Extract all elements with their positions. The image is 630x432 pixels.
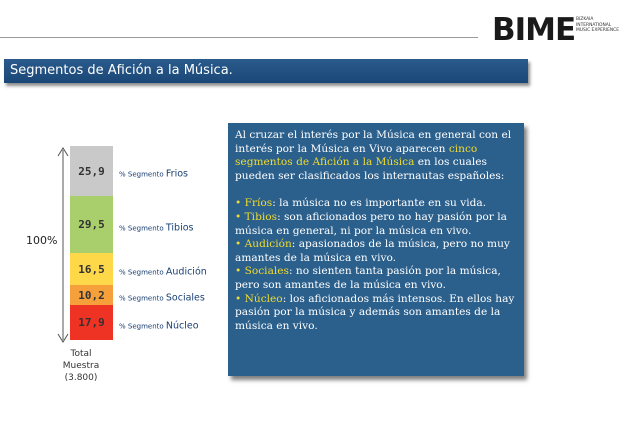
segment-legend-label: % Segmento Frios [119,168,188,180]
bullet-nucleo: • Núcleo: los aficionados más intensos. En ellos hay pasión por la música y además son amantes de la música en vivo. [235,292,515,332]
explanation-box [228,123,524,376]
segment-value-label: 25,9 [78,164,105,178]
bullet-tibios: • Tibios: son aficionados pero no hay pasión por la música en general, ni por la música en vivo. [235,210,507,237]
segment-value-label: 17,9 [78,316,105,330]
bar-segment-0 [70,146,113,196]
slide-title: Segmentos de Afición a la Música. [10,63,233,78]
total-sample-label: Total Muestra (3.800) [62,349,100,383]
logo-subtitle: BIZKAIA INTERNATIONAL MUSIC EXPERIENCE [576,17,619,34]
bar-segment-4 [70,305,113,340]
total-percent-label: 100% [26,234,58,247]
intro-paragraph: Al cruzar el interés por la Música en general con el interés por la Música en Vivo aparecen cinco segmentos de Afición a la Música en los cuales pueden ser clasificados los internautas españoles: [235,129,512,182]
segment-value-label: 29,5 [78,218,105,232]
segment-value-label: 10,2 [78,288,105,302]
stacked-bar [70,146,113,340]
logo-wordmark: BIME [492,12,576,48]
intro-highlight: cinco segmentos de Afición a la Música [235,142,478,169]
bar-segment-1 [70,196,113,253]
segment-legend-label: % Segmento Núcleo [119,320,199,332]
segment-value-label: 16,5 [78,262,105,276]
bullet-sociales: • Sociales: no sienten tanta pasión por la música, pero son amantes de la música en vivo. [235,265,501,291]
segment-legend-label: % Segmento Audición [119,266,207,278]
segment-legend-label: % Segmento Sociales [119,292,205,304]
segment-legend-label: % Segmento Tibios [119,222,194,234]
bullet-audicion: • Audición: apasionados de la música, pero no muy amantes de la música en vivo. [235,238,510,264]
bar-segment-2 [70,253,113,285]
bar-segment-3 [70,285,113,305]
bullet-frios: • Fríos: la música no es importante en su vida. [235,197,487,210]
